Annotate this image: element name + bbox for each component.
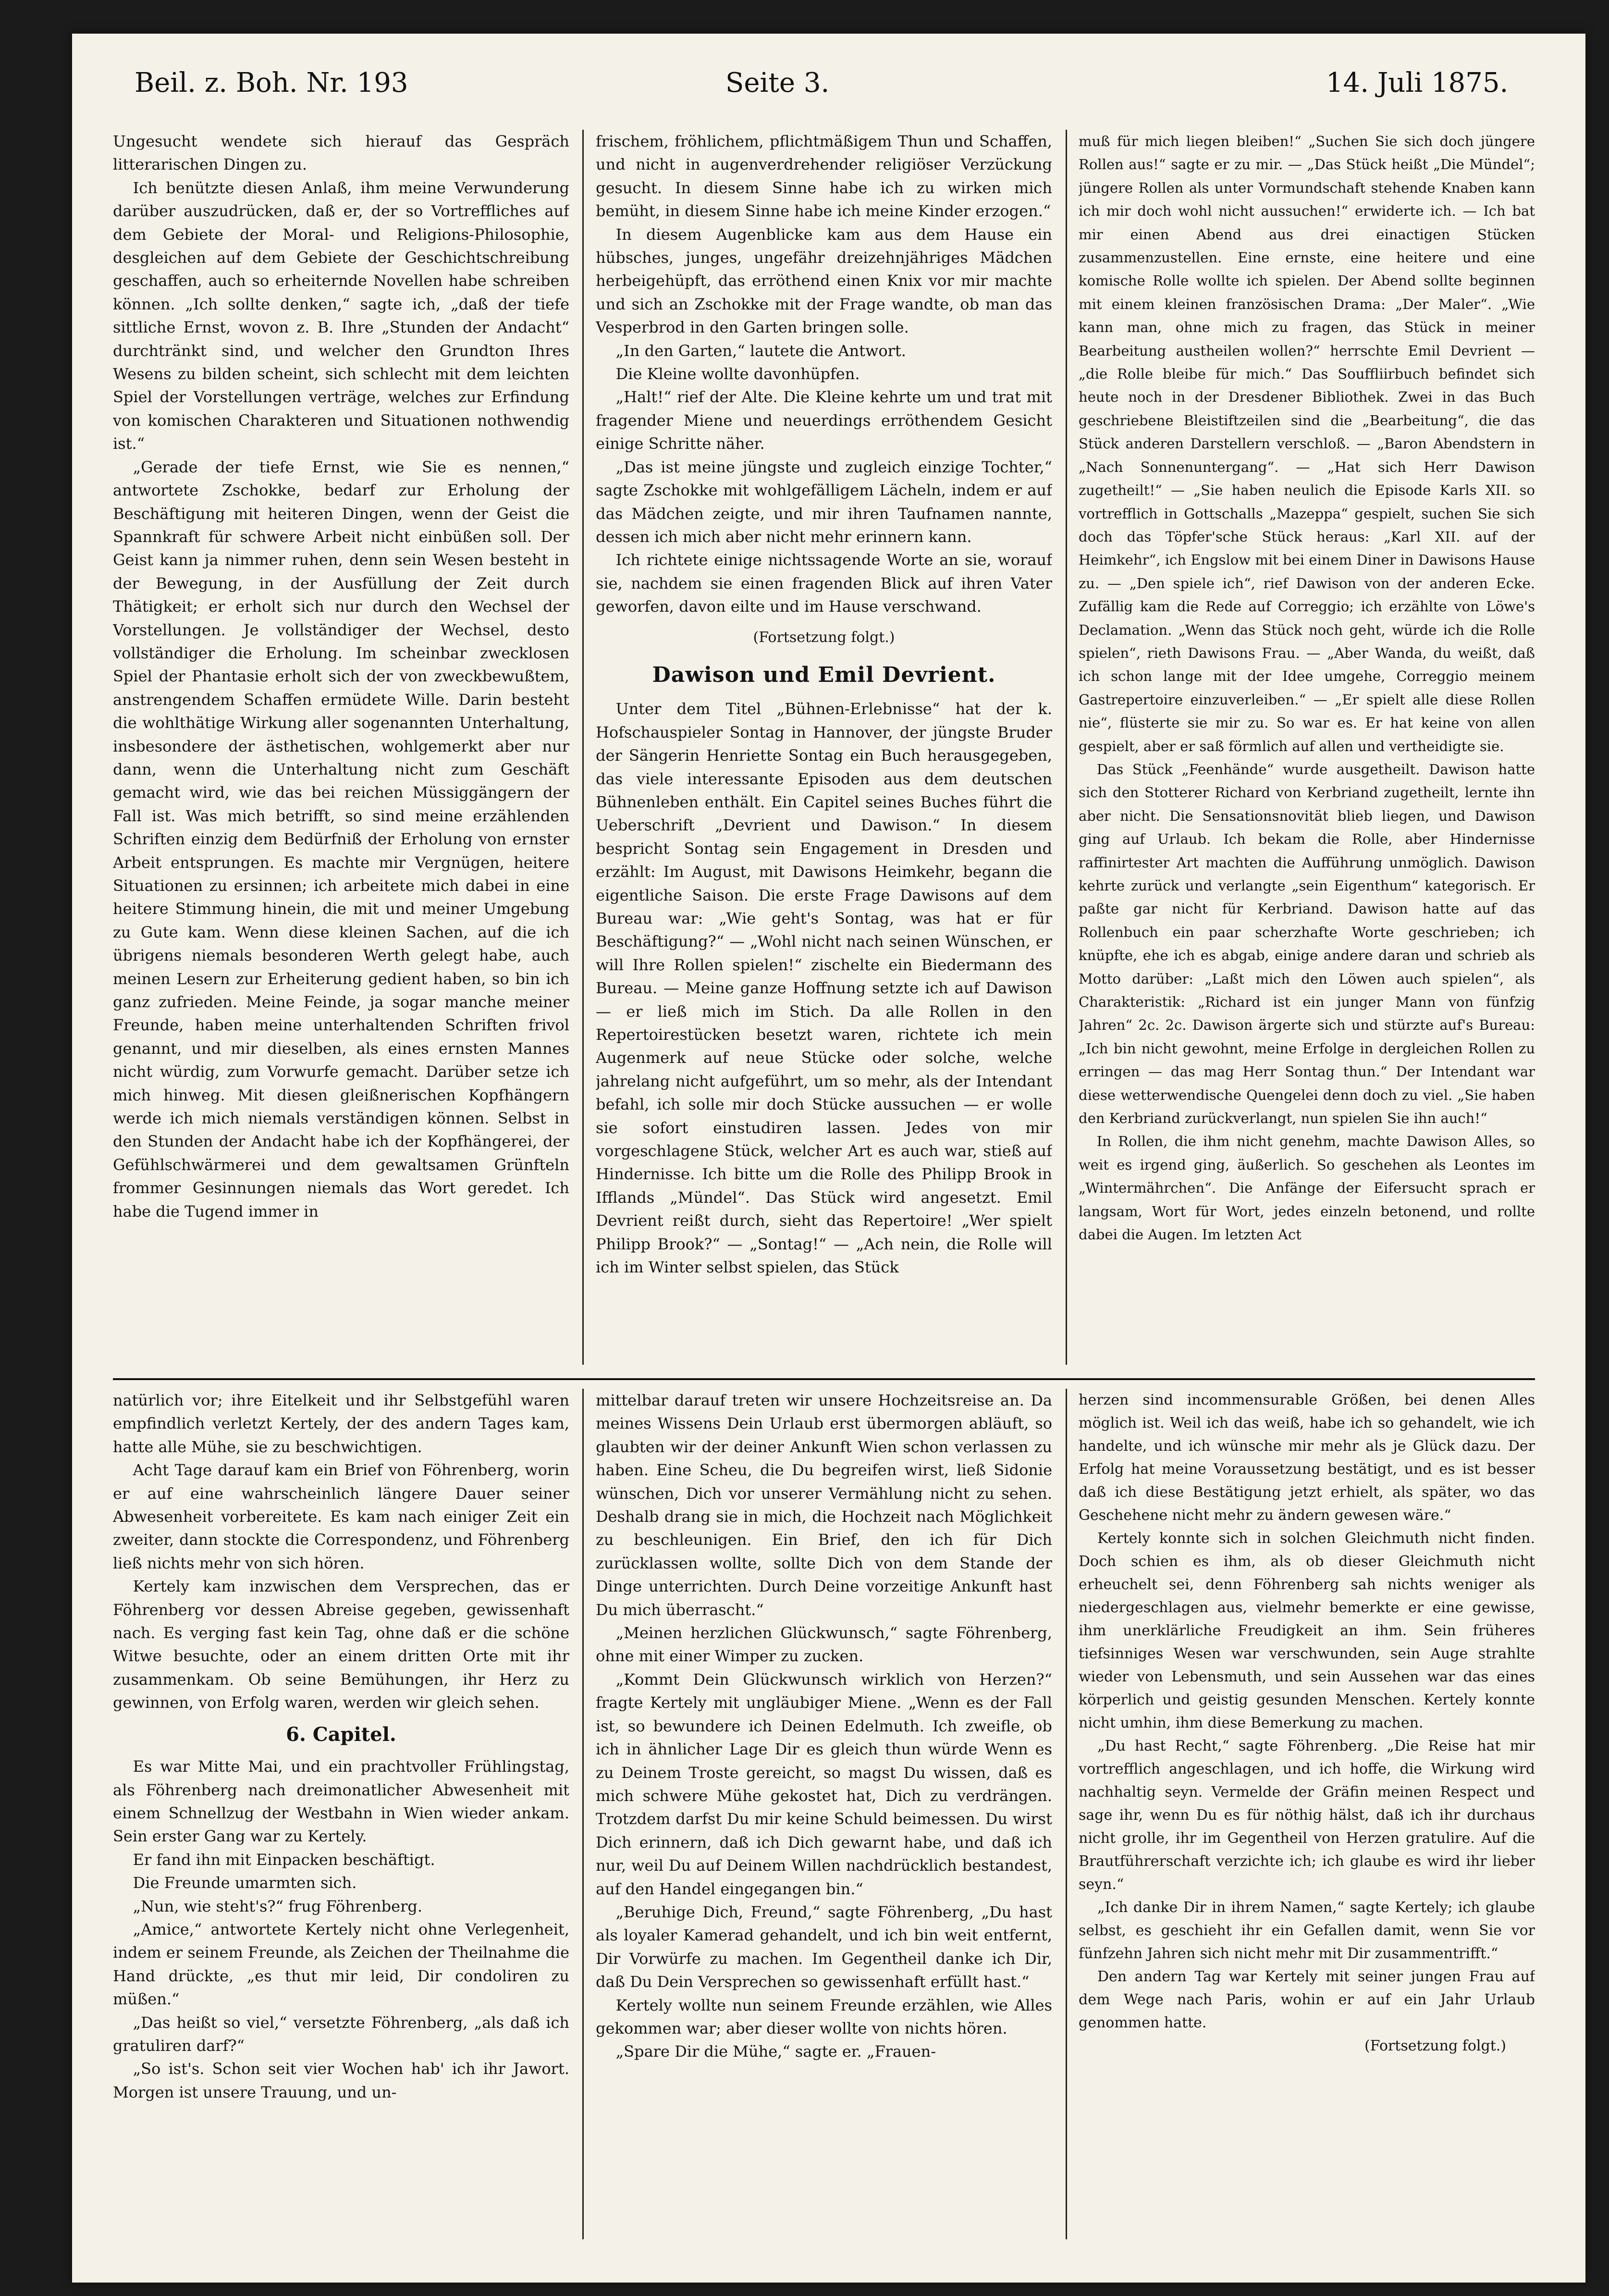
paragraph: Die Kleine wollte davonhüpfen. bbox=[615, 365, 860, 383]
paragraph: „In den Garten,“ lautete die Antwort. bbox=[615, 341, 906, 360]
paragraph: „Nun, wie steht's?“ frug Föhrenberg. bbox=[133, 1897, 423, 1915]
paragraph: Den andern Tag war Kertely mit seiner jungen Frau auf dem Wege nach Paris, wohin er auf ein Jahr Urlaub genommen hatte. bbox=[1079, 1968, 1535, 2031]
column-divider bbox=[1066, 1389, 1067, 2239]
article-title: Dawison und Emil Devrient. bbox=[652, 662, 996, 687]
paragraph: Das Stück „Feenhände“ wurde ausgetheilt. Dawison hatte sich den Stotterer Richard von Kerbriand zugetheilt, lernte ihn aber nicht. Die Sensationsnovität blieb liegen, und Dawison ging auf Urlaub. Ich bekam die Rolle, aber Hindernisse raffinirtester Art machten die Aufführung unmöglich. Dawison kehrte zurück und verlangte „sein Eigenthum“ kategorisch. Er paßte gar nicht für Kerbriand. Dawison hatte auf das Rollenbuch ein paar scherzhafte Worte geschrieben; ich knüpfte, ehe ich es abgab, einige andere daran und schrieb als Motto darüber: „Laßt mich den Löwen auch spielen“, als Charakteristik: „Richard ist ein junger Mann von fünfzig Jahren“ 2c. 2c. Dawison ärgerte sich und stürzte auf's Bureau: „Ich bin nicht gewohnt, meine Erfolge in dergleichen Rollen zu erringen — das mag Herr Sontag thun.“ Der Intendant war diese wetterwendische Quengelei denn doch zu viel. „Sie haben den Kerbriand zurückverlangt, nun spielen Sie ihn auch!“ bbox=[1079, 761, 1535, 1127]
newspaper-page bbox=[72, 34, 1585, 2283]
continuation-note: (Fortsetzung folgt.) bbox=[1364, 2037, 1506, 2054]
column-divider bbox=[582, 130, 584, 1365]
column-4 bbox=[113, 1389, 569, 2244]
paragraph: Kertely wollte nun seinem Freunde erzählen, wie Alles gekommen war; aber dieser wollte von nichts hören. bbox=[596, 1996, 1052, 2037]
paragraph: Kertely kam inzwischen dem Versprechen, das er Föhrenberg vor dessen Abreise gegeben, gewissenhaft nach. Es verging fast kein Tag, ohne daß er die schöne Witwe besuchte, oder an einem dritten Orte mit ihr zusammenkam. Ob seine Bemühungen, ihr Herz zu gewinnen, von Erfolg waren, werden wir gleich sehen. bbox=[113, 1577, 569, 1712]
header-page-number: Seite 3. bbox=[725, 67, 830, 99]
paragraph: „Kommt Dein Glückwunsch wirklich von Herzen?“ fragte Kertely mit ungläubiger Miene. „Wenn es der Fall ist, so bewundere ich Deinen Edelmuth. Ich zweifle, ob ich in ähnlicher Lage Dir es gleich thun würde Wenn es zu Deinem Troste gereicht, so magst Du wissen, daß es mich schwere Mühe gekostet hat, Dich zu verdrängen. Trotzdem darfst Du mir keine Schuld beimessen. Du wirst Dich erinnern, daß ich Dich gewarnt habe, und daß ich nur, weil Du auf Deinem Willen nachdrücklich bestandest, auf den Handel eingegangen bin.“ bbox=[596, 1670, 1052, 1898]
section-divider bbox=[113, 1378, 1535, 1380]
paragraph: herzen sind incommensurable Größen, bei denen Alles möglich ist. Weil ich das weiß, habe ich so gehandelt, wie ich handelte, und ich wünsche mir mehr als je Glück dazu. Der Erfolg hat meine Voraussetzung bestätigt, und es ist besser daß ich diese Bestätigung jetzt erhielt, als später, wo das Geschehene nicht mehr zu ändern gewesen wäre.“ bbox=[1079, 1392, 1535, 1524]
paragraph: „Das ist meine jüngste und zugleich einzige Tochter,“ sagte Zschokke mit wohlgefälligem Lächeln, indem er auf das Mädchen zeigte, und mir ihren Taufnamen nannte, dessen ich mich aber nicht mehr erinnern kann. bbox=[596, 457, 1052, 546]
paragraph: Es war Mitte Mai, und ein prachtvoller Frühlingstag, als Föhrenberg nach dreimonatlicher Abwesenheit mit einem Schnellzug der Westbahn in Wien wieder ankam. Sein erster Gang war zu Kertely. bbox=[113, 1757, 569, 1846]
column-2 bbox=[596, 130, 1052, 1374]
paragraph: „Du hast Recht,“ sagte Föhrenberg. „Die Reise hat mir vortrefflich angeschlagen, und ich hoffe, die Wirkung wird nachhaltig seyn. Vermelde der Gräfin meinen Respect und sage ihr, wenn Du es für nöthig hälst, daß ich ihr durchaus nicht grolle, ihr im Gegentheil von Herzen gratulire. Auf die Brautführerschaft verzichte ich; ich glaube es wird ihr lieber seyn.“ bbox=[1079, 1738, 1535, 1893]
paragraph: In Rollen, die ihm nicht genehm, machte Dawison Alles, so weit es irgend ging, äußerlich. So geschehen als Leontes im „Wintermährchen“. Die Anfänge der Eifersucht sprach er langsam, Wort für Wort, jedes einzeln betonend, und rollte dabei die Augen. Im letzten Act bbox=[1079, 1133, 1535, 1243]
paragraph: „Meinen herzlichen Glückwunsch,“ sagte Föhrenberg, ohne mit einer Wimper zu zucken. bbox=[596, 1624, 1052, 1666]
paragraph: Kertely konnte sich in solchen Gleichmuth nicht finden. Doch schien es ihm, als ob dieser Gleichmuth nicht erheuchelt sei, denn Föhrenberg sah nichts weniger als niedergeschlagen aus, vielmehr bemerkte er eine gewisse, ihm unerklärliche Freudigkeit an ihm. Sein früheres tiefsinniges Wesen war verschwunden, sein Auge strahlte wieder von Lebensmuth, und sein Aussehen war das eines körperlich und geistig gesunden Menschen. Kertely konnte nicht umhin, ihm diese Bemerkung zu machen. bbox=[1079, 1530, 1535, 1731]
chapter-heading: 6. Capitel. bbox=[286, 1723, 396, 1746]
header-issue: Beil. z. Boh. Nr. 193 bbox=[135, 67, 408, 99]
paragraph: „Spare Dir die Mühe,“ sagte er. „Frauen- bbox=[615, 2042, 936, 2061]
paragraph: „Gerade der tiefe Ernst, wie Sie es nennen,“ antwortete Zschokke, bedarf zur Erholung der Beschäftigung mit heiteren Dingen, wenn der Geist die Spannkraft für schwere Arbeit nicht einbüßen soll. Der Geist kann ja nimmer ruhen, denn sein Wesen besteht in der Bewegung, in der Ausfüllung der Zeit durch Thätigkeit; er erholt sich nur durch den Wechsel der Vorstellungen. Je vollständiger der Wechsel, desto vollständiger die Erholung. Im scheinbar zwecklosen Spiel der Phantasie erholt sich der von zweckbewußtem, anstrengendem Schaffen ermüdete Wille. Darin besteht die wohlthätige Wirkung aller sogenannten Unterhaltung, insbesondere der ästhetischen, wohlgemerkt aber nur dann, wenn die Unterhaltung nicht zum Geschäft gemacht wird, wie das bei reichen Müssiggängern der Fall ist. Was mich betrifft, so sind meine erzählenden Schriften einzig dem Bedürfniß der Erholung von ernster Arbeit entsprungen. Es machte mir Vergnügen, heitere Situationen zu ersinnen; ich arbeitete mich dabei in eine heitere Stimmung hinein, die mit und meiner Umgebung zu Gute kam. Wenn diese kleinen Sachen, auf die ich übrigens niemals besonderen Werth gelegt habe, auch meinen Lesern zur Erheiterung gedient haben, so bin ich ganz zufrieden. Meine Feinde, ja sogar manche meiner Freunde, haben meine unterhaltenden Schriften frivol genannt, und mir dieselben, als eines ernsten Mannes nicht würdig, zum Vorwurfe gemacht. Darüber setze ich mich hinweg. Mit diesen gleißnerischen Kopfhängern werde ich mich niemals verständigen können. Selbst in den Stunden der Andacht habe ich der Kopfhängerei, der Gefühlschwärmerei und dem gewaltsamen Grünfteln frommer Gesinnungen niemals das Wort geredet. Ich habe die Tugend immer in bbox=[113, 457, 569, 1221]
continuation-note: (Fortsetzung folgt.) bbox=[753, 629, 895, 646]
paragraph: „So ist's. Schon seit vier Wochen hab' ich ihr Jawort. Morgen ist unsere Trauung, und un- bbox=[113, 2060, 569, 2101]
paragraph: frischem, fröhlichem, pflichtmäßigem Thun und Schaffen, und nicht in augenverdrehender religiöser Verzückung gesucht. In diesem Sinne habe ich zu wirken mich bemüht, in diesem Sinne habe ich meine Kinder erzogen.“ bbox=[596, 132, 1052, 221]
paragraph: Die Freunde umarmten sich. bbox=[133, 1874, 357, 1892]
column-divider bbox=[582, 1389, 584, 2239]
paragraph: „Das heißt so viel,“ versetzte Föhrenberg, „als daß ich gratuliren darf?“ bbox=[113, 2013, 569, 2055]
header-date: 14. Juli 1875. bbox=[1326, 67, 1509, 99]
paragraph: „Halt!“ rief der Alte. Die Kleine kehrte um und trat mit fragender Miene und neuerdings erröthendem Gesicht einige Schritte näher. bbox=[596, 388, 1052, 453]
paragraph: Unter dem Titel „Bühnen-Erlebnisse“ hat der k. Hofschauspieler Sontag in Hannover, der jüngste Bruder der Sängerin Henriette Sontag ein Buch herausgegeben, das viele interessante Episoden aus dem deutschen Bühnenleben enthält. Ein Capitel seines Buches führt die Ueberschrift „Devrient und Dawison.“ In diesem bespricht Sontag sein Engagement in Dresden und erzählt: Im August, mit Dawisons Heimkehr, begann die eigentliche Saison. Die erste Frage Dawisons auf dem Bureau war: „Wie geht's Sontag, was hat er für Beschäftigung?“ — „Wohl nicht nach seinen Wünschen, er will Ihre Rollen spielen!“ zischelte ein Biedermann des Bureau. — Meine ganze Hoffnung setzte ich auf Dawison — er ließ mich im Stich. Da alle Rollen in den Repertoirestücken besetzt waren, richtete ich mein Augenmerk auf neue Stücke oder solche, welche jahrelang nicht aufgeführt, um so mehr, als der Intendant befahl, ich solle mir doch Stücke aussuchen — er wolle sie sofort einstudiren lassen. Jedes von mir vorgeschlagene Stück, welcher Art es auch war, stieß auf Hindernisse. Ich bitte um die Rolle des Philipp Brook in Ifflands „Mündel“. Das Stück wird angesetzt. Emil Devrient reißt durch, sieht das Repertoire! „Wer spielt Philipp Brook?“ — „Sontag!“ — „Ach nein, die Rolle will ich im Winter selbst spielen, das Stück bbox=[596, 700, 1052, 1277]
column-5 bbox=[596, 1389, 1052, 2244]
paragraph: In diesem Augenblicke kam aus dem Hause ein hübsches, junges, ungefähr dreizehnjähriges Mädchen herbeigehüpft, das erröthend einen Knix vor mir machte und sich an Zschokke mit der Frage wandte, ob man das Vesperbrod in den Garten bringen solle. bbox=[596, 225, 1052, 337]
paragraph: natürlich vor; ihre Eitelkeit und ihr Selbstgefühl waren empfindlich verletzt Kertely, der des andern Tages kam, hatte alle Mühe, sie zu beschwichtigen. bbox=[113, 1391, 569, 1456]
paragraph: Ungesucht wendete sich hierauf das Gespräch litterarischen Dingen zu. bbox=[113, 132, 569, 174]
paragraph: mittelbar darauf treten wir unsere Hochzeitsreise an. Da meines Wissens Dein Urlaub erst übermorgen abläuft, so glaubten wir der deiner Ankunft Wien schon verlassen zu haben. Eine Scheu, die Du begreifen wirst, ließ Sidonie wünschen, Dich vor unserer Vermählung nicht zu sehen. Deshalb drang sie in mich, die Hochzeit nach Möglichkeit zu beschleunigen. Ein Brief, den ich für Dich zurücklassen wollte, sollte Dich von dem Stande der Dinge unterrichten. Durch Deine vorzeitige Ankunft hast Du mich überrascht.“ bbox=[596, 1391, 1052, 1619]
column-3 bbox=[1079, 130, 1535, 1374]
paragraph: Ich benützte diesen Anlaß, ihm meine Verwunderung darüber auszudrücken, daß er, der so Vortreffliches auf dem Gebiete der Moral- und Religions-Philosophie, desgleichen auf dem Gebiete der Geschichtschreibung geschaffen, auch so erheiternde Novellen habe schreiben können. „Ich sollte denken,“ sagte ich, „daß der tiefe sittliche Ernst, wovon z. B. Ihre „Stunden der Andacht“ durchtränkt sind, und welcher den Grundton Ihres Wesens zu bilden scheint, sich schlecht mit dem leichten Spiel der Vorstellungen verträge, welches zur Erfindung von komischen Charakteren und Situationen nothwendig ist.“ bbox=[113, 178, 569, 453]
paragraph: muß für mich liegen bleiben!“ „Suchen Sie sich doch jüngere Rollen aus!“ sagte er zu mir. — „Das Stück heißt „Die Mündel“; jüngere Rollen als unter Vormundschaft stehende Knaben kann ich mir doch wohl nicht aussuchen!“ erwiderte ich. — Ich bat mir einen Abend aus drei einactigen Stücken zusammenzustellen. Eine ernste, eine heitere und eine komische Rolle wollte ich spielen. Der Abend sollte beginnen mit einem kleinen französischen Drama: „Der Maler“. „Wie kann man, ohne mich zu fragen, das Stück in meiner Bearbeitung austheilen wollen?“ herrschte Emil Devrient — „die Rolle bleibe für mich.“ Das Souffliirbuch befindet sich heute noch in der Dresdener Bibliothek. Zwei in das Buch geschriebene Bleistiftzeilen sind die „Bearbeitung“, die das Stück anderen Darstellern verschloß. — „Baron Abendstern in „Nach Sonnenuntergang“. — „Hat sich Herr Dawison zugetheilt!“ — „Sie haben neulich die Episode Karls XII. so vortrefflich in Gottschalls „Mazeppa“ gespielt, suchen Sie sich doch das Töpfer'sche Stück heraus: „Karl XII. auf der Heimkehr“, ich Engslow mit bei einem Diner in Dawisons Hause zu. — „Den spiele ich“, rief Dawison von der anderen Ecke. Zufällig kam die Rede auf Correggio; ich erzählte von Löwe's Declamation. „Wenn das Stück noch geht, würde ich die Rolle spielen“, rieth Dawisons Frau. — „Aber Wanda, du weißt, daß ich schon lange mit der Idee umgehe, Correggio meinem Gastrepertoire einzuverleiben.“ — „Er spielt alle diese Rollen nie“, flüsterte sie mir zu. So war es. Er hat keine von allen gespielt, aber er saß förmlich auf allen und vertheidigte sie. bbox=[1079, 133, 1535, 754]
paragraph: „Amice,“ antwortete Kertely nicht ohne Verlegenheit, indem er seinem Freunde, als Zeichen der Theilnahme die Hand drückte, „es thut mir leid, Dir condoliren zu müßen.“ bbox=[113, 1920, 569, 2009]
paragraph: „Beruhige Dich, Freund,“ sagte Föhrenberg, „Du hast als loyaler Kamerad gehandelt, und ich bin weit entfernt, Dir Vorwürfe zu machen. Im Gegentheil danke ich Dir, daß Du Dein Versprechen so gewissenhaft erfüllt hast.“ bbox=[596, 1902, 1052, 1991]
column-6 bbox=[1079, 1389, 1535, 2244]
paragraph: Er fand ihn mit Einpacken beschäftigt. bbox=[133, 1850, 435, 1869]
column-1 bbox=[113, 130, 569, 1374]
paragraph: Ich richtete einige nichtssagende Worte an sie, worauf sie, nachdem sie einen fragenden Blick auf ihren Vater geworfen, davon eilte und im Hause verschwand. bbox=[596, 551, 1052, 616]
paragraph: Acht Tage darauf kam ein Brief von Föhrenberg, worin er auf eine wahrscheinlich längere Dauer seiner Abwesenheit vorbereitete. Es kam nach einiger Zeit ein zweiter, dann stockte die Correspondenz, und Föhrenberg ließ nichts mehr von sich hören. bbox=[113, 1461, 569, 1572]
column-divider bbox=[1066, 130, 1067, 1365]
paragraph: „Ich danke Dir in ihrem Namen,“ sagte Kertely; ich glaube selbst, es geschieht ihr ein Gefallen damit, wenn Sie vor fünfzehn Jahren sich nicht mehr mit Dir zusammentrifft.“ bbox=[1079, 1899, 1535, 1962]
